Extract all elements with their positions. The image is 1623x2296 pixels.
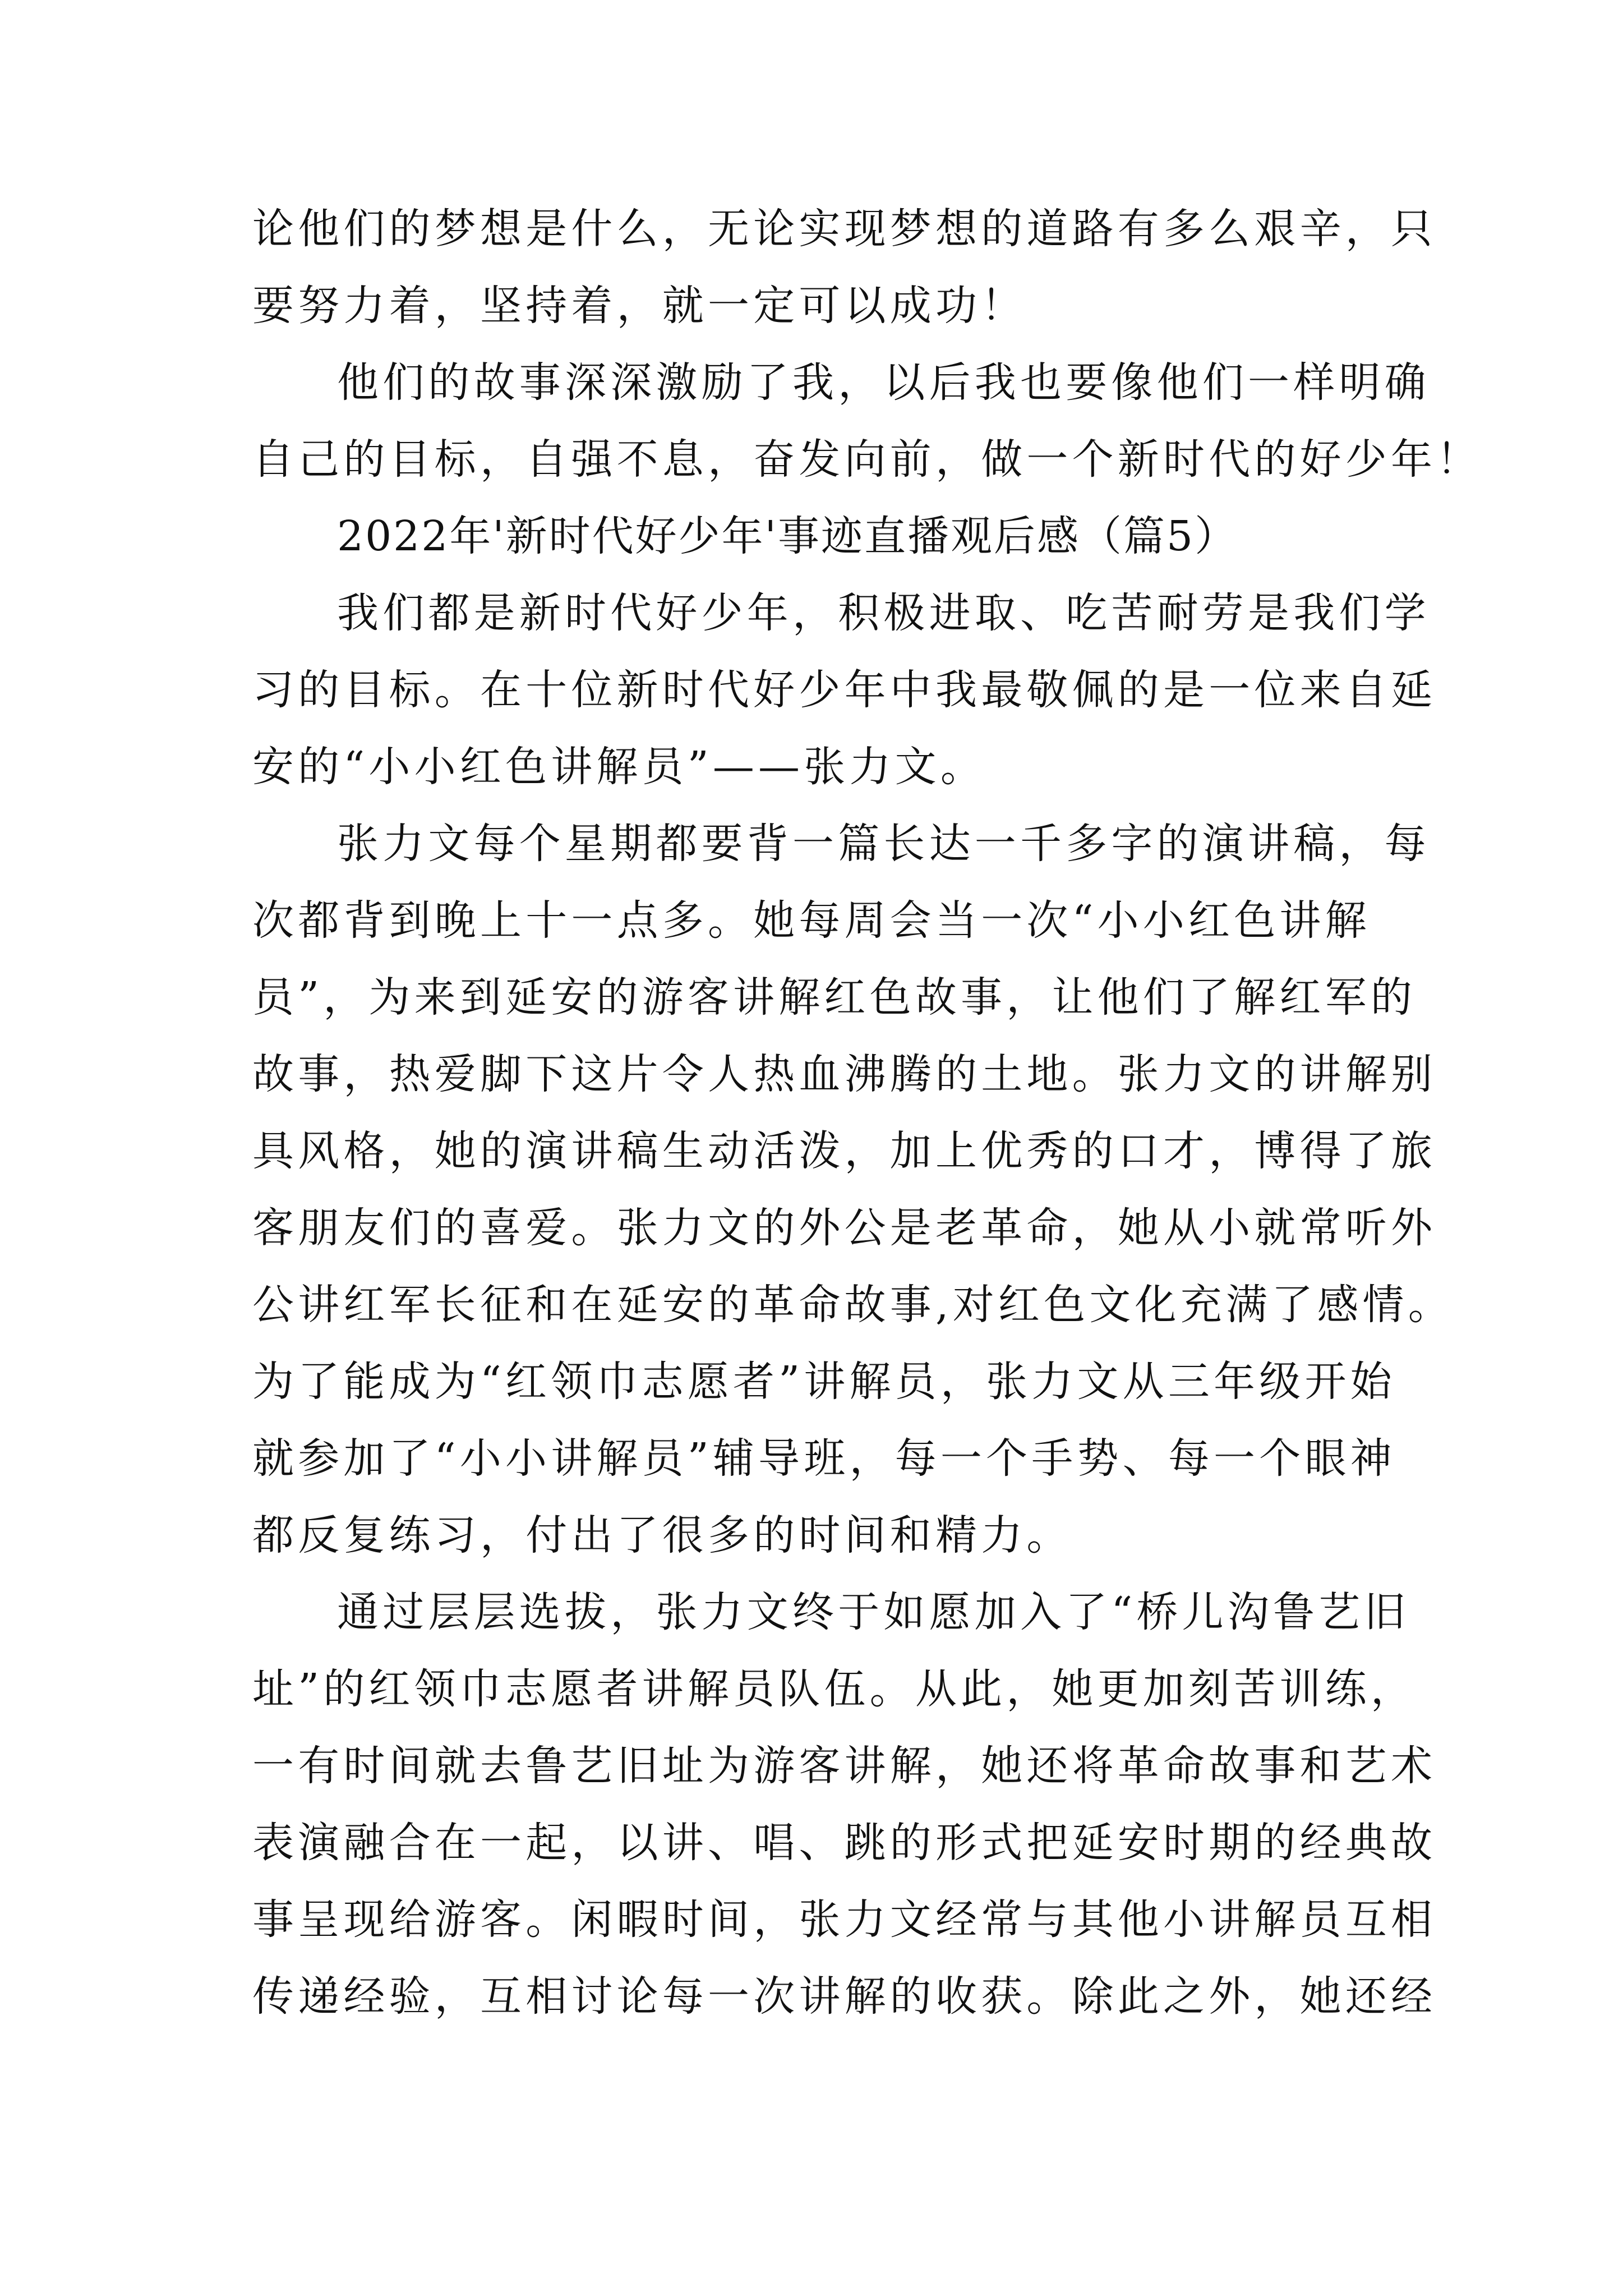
document-body: [252, 191, 1482, 2035]
text-line: 客朋友们的喜爱。张力文的外公是老革命，她从小就常听外: [252, 1204, 1437, 1252]
text-line: 论他们的梦想是什么，无论实现梦想的道路有多么艰辛，只: [252, 205, 1437, 253]
text-line: 一有时间就去鲁艺旧址为游客讲解，她还将革命故事和艺术: [252, 1742, 1437, 1790]
text-line: 安的“小小红色讲解员”——张力文。: [252, 743, 986, 791]
text-line: 为了能成为“红领巾志愿者”讲解员，张力文从三年级开始: [252, 1358, 1396, 1406]
text-line: 表演融合在一起，以讲、唱、跳的形式把延安时期的经典故: [252, 1819, 1437, 1867]
text-line: 张力文每个星期都要背一篇长达一千多字的演讲稿，每: [337, 820, 1430, 868]
text-line: 他们的故事深深激励了我，以后我也要像他们一样明确: [337, 358, 1430, 407]
text-line: 都反复练习，付出了很多的时间和精力。: [252, 1511, 1072, 1559]
text-line: 事呈现给游客。闲暇时间，张力文经常与其他小讲解员互相: [252, 1895, 1437, 1944]
text-line: 员”，为来到延安的游客讲解红色故事，让他们了解红军的: [252, 973, 1417, 1022]
text-line: 址”的红领巾志愿者讲解员队伍。从此，她更加刻苦训练，: [252, 1665, 1417, 1713]
text-line: 具风格，她的演讲稿生动活泼，加上优秀的口才，博得了旅: [252, 1127, 1437, 1175]
text-line: 通过层层选拔，张力文终于如愿加入了“桥儿沟鲁艺旧: [337, 1588, 1410, 1636]
text-line: 要努力着，坚持着，就一定可以成功！: [252, 282, 1027, 330]
text-line: 我们都是新时代好少年，积极进取、吃苦耐劳是我们学: [337, 589, 1430, 637]
text-line: 习的目标。在十位新时代好少年中我最敬佩的是一位来自延: [252, 666, 1437, 714]
text-line: 次都背到晚上十一点多。她每周会当一次“小小红色讲解: [252, 896, 1371, 945]
text-line: 故事，热爱脚下这片令人热血沸腾的土地。张力文的讲解别: [252, 1050, 1437, 1098]
text-line: 就参加了“小小讲解员”辅导班，每一个手势、每一个眼神: [252, 1434, 1396, 1483]
text-line: 自己的目标，自强不息，奋发向前，做一个新时代的好少年！: [252, 435, 1482, 484]
section-title: 2022年'新时代好少年'事迹直播观后感（篇5）: [337, 512, 1238, 560]
text-line: 传递经验，互相讨论每一次讲解的收获。除此之外，她还经: [252, 1972, 1437, 2021]
text-line: 公讲红军长征和在延安的革命故事,对红色文化充满了感情。: [252, 1281, 1454, 1329]
